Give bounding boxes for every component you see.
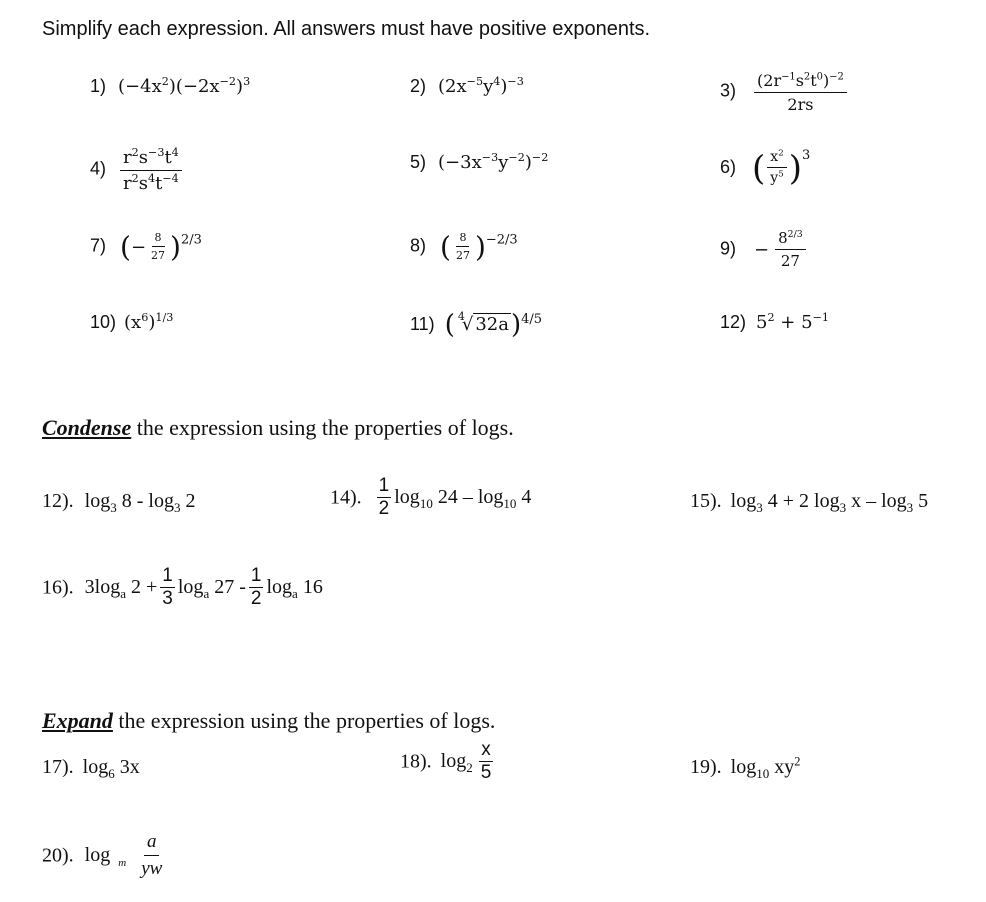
- problem-14: [330, 476, 531, 520]
- expression: $\log_6 3x$: [82, 756, 140, 781]
- expression: $5^2 + 5^{-1}$: [756, 311, 830, 333]
- problem-3: [720, 72, 849, 113]
- expression: ( $\frac{x^2}{y^5}$ )$^3$: [752, 148, 811, 189]
- problem-number: 16).: [42, 576, 74, 599]
- expression: $3\log_a$ 2 + $\frac{1}{3}$ $\log_a 27$ - $\frac{1}{2}$ $\log_a 16$: [84, 565, 323, 609]
- expression: $\log_3 8 - \log_3 2$: [84, 490, 196, 515]
- problem-7: [90, 232, 202, 262]
- problem-number: 20).: [42, 844, 74, 867]
- fraction: $\frac{(2r^{-1}s^2t^0)^{-2}}{2rs}$: [754, 72, 847, 113]
- problem-15: [690, 490, 928, 513]
- problem-number: 8): [410, 235, 427, 256]
- problem-10: [90, 312, 173, 333]
- expression: log $_m$ $\frac{a}{yw}$: [84, 831, 163, 879]
- problem-number: 3): [720, 80, 737, 101]
- problem-2: [410, 76, 524, 97]
- problem-number: 19).: [690, 756, 722, 778]
- expression: − $\frac{8^{2/3}}{27}$: [754, 239, 808, 260]
- problem-1: [90, 76, 250, 97]
- problem-number: 14).: [330, 486, 362, 509]
- problem-number: 10): [90, 312, 117, 332]
- problem-11: [410, 312, 542, 338]
- expression: $(x^6)^{1/3}$: [124, 311, 174, 333]
- expression: $\log_{10} xy^2$: [730, 754, 801, 781]
- problem-17: [42, 756, 140, 779]
- problem-18: [400, 740, 496, 784]
- expression: (− $\frac{8}{27}$ )$^{2/3}$: [120, 230, 202, 264]
- problem-4: [90, 148, 184, 194]
- condense-heading: Condense the expression using the properties of logs.: [42, 415, 514, 440]
- problem-number: 12): [720, 312, 747, 332]
- problem-number: 5): [410, 152, 427, 172]
- expression: $(-4x^2)(-2x^{-2})^3$: [118, 75, 251, 97]
- problem-12-condense: [42, 490, 195, 513]
- expression: $\log_2$ $\frac{x}{5}$: [440, 739, 492, 783]
- problem-number: 11): [410, 314, 435, 334]
- expression: $(-3x^{-3}y^{-2})^{-2}$: [438, 151, 549, 173]
- expression: ( $\frac{8}{27}$ )$^{-2/3}$: [440, 230, 518, 264]
- expression: $(2x^{-5}y^4)^{-3}$: [438, 75, 524, 97]
- expression: ( $^4$√ 32a)$^{4/5}$: [444, 310, 543, 340]
- instructions-title: Simplify each expression. All answers must have positive exponents.: [42, 18, 651, 40]
- problem-number: 6): [720, 156, 737, 177]
- problem-20: [42, 832, 167, 880]
- problem-number: 9): [720, 238, 737, 259]
- fraction: $\frac{r^2s^{-3}t^4}{r^2s^4t^{-4}}$: [120, 148, 182, 194]
- problem-number: 12).: [42, 490, 74, 512]
- problem-number: 7): [90, 235, 107, 256]
- problem-12-simplify: [720, 312, 829, 333]
- problem-number: 17).: [42, 756, 74, 778]
- problem-number: 18).: [400, 750, 432, 773]
- expression: $\frac{1}{2}$ $\log_{10} 24 - \log_{10} 4$: [378, 475, 532, 519]
- problem-number: 15).: [690, 490, 722, 512]
- expression: $\log_3 4 + 2$ $\log_3 x - \log_3 5$: [730, 490, 929, 515]
- problem-19: [690, 756, 800, 779]
- problem-number: 4): [90, 158, 107, 179]
- problem-number: 1): [90, 76, 107, 96]
- problem-8: [410, 232, 518, 262]
- problem-6: [720, 150, 810, 187]
- problem-5: [410, 152, 548, 173]
- expand-heading: Expand the expression using the properties of logs.: [42, 708, 496, 733]
- problem-number: 2): [410, 76, 427, 96]
- problem-16: [42, 566, 323, 610]
- problem-9: [720, 230, 808, 269]
